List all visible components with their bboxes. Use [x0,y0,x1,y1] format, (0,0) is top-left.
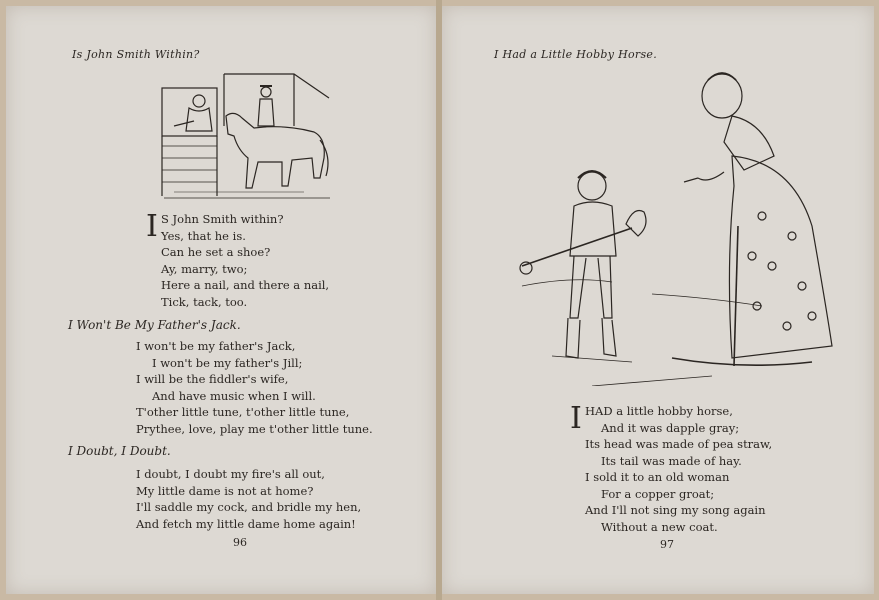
poem3-body [136,466,361,532]
left-page [6,6,436,594]
poem3-line: I'll saddle my cock, and bridle my hen, [136,500,362,514]
left-running-head: Is John Smith Within? [72,48,200,61]
poem2-line: I won't be my father's Jack, [136,339,296,353]
right-poem-line: I sold it to an old woman [585,470,730,484]
poem3-line: My little dame is not at home? [136,483,314,498]
right-poem-body [585,403,772,535]
poem1-line: Can he set a shoe? [161,245,271,259]
poem1-line: Tick, tack, too. [161,294,248,309]
poem2-line: I won't be my father's Jill; [152,355,303,370]
poem2-line: I will be the fiddler's wife, [136,372,289,386]
right-poem-dropcap: I [570,401,582,436]
hobby-horse-illustration [512,66,842,386]
right-poem-line: Its head was made of pea straw, [585,437,773,451]
poem2-line: And have music when I will. [152,388,316,403]
poem1-dropcap: I [146,209,158,244]
right-poem-line: Without a new coat. [601,519,718,534]
poem1-line: Ay, marry, two; [161,261,248,276]
poem1-first-line: S John Smith within? [161,212,284,226]
right-running-head: I Had a Little Hobby Horse. [494,48,658,61]
poem1-body [161,211,329,310]
poem2-title: I Won't Be My Father's Jack. [68,318,241,332]
poem3-line: And fetch my little dame home again! [136,516,356,531]
right-page [442,6,874,594]
poem2-body [136,338,373,437]
poem2-line: Prythee, love, play me t'other little tune. [136,421,373,436]
right-poem-first-line: HAD a little hobby horse, [585,404,733,418]
right-poem-line: Its tail was made of hay. [601,453,742,468]
blacksmith-illustration [154,66,332,201]
poem1-line: Yes, that he is. [161,228,246,243]
poem3-title: I Doubt, I Doubt. [68,444,171,458]
left-page-number: 96 [233,536,247,549]
right-poem-line: And I'll not sing my song again [585,503,766,517]
right-poem-line: And it was dapple gray; [601,420,740,435]
poem1-line: Here a nail, and there a nail, [161,278,330,292]
poem2-line: T'other little tune, t'other little tune, [136,405,350,419]
right-poem-line: For a copper groat; [601,486,715,501]
right-page-number: 97 [660,538,674,551]
poem3-line: I doubt, I doubt my fire's all out, [136,467,325,481]
